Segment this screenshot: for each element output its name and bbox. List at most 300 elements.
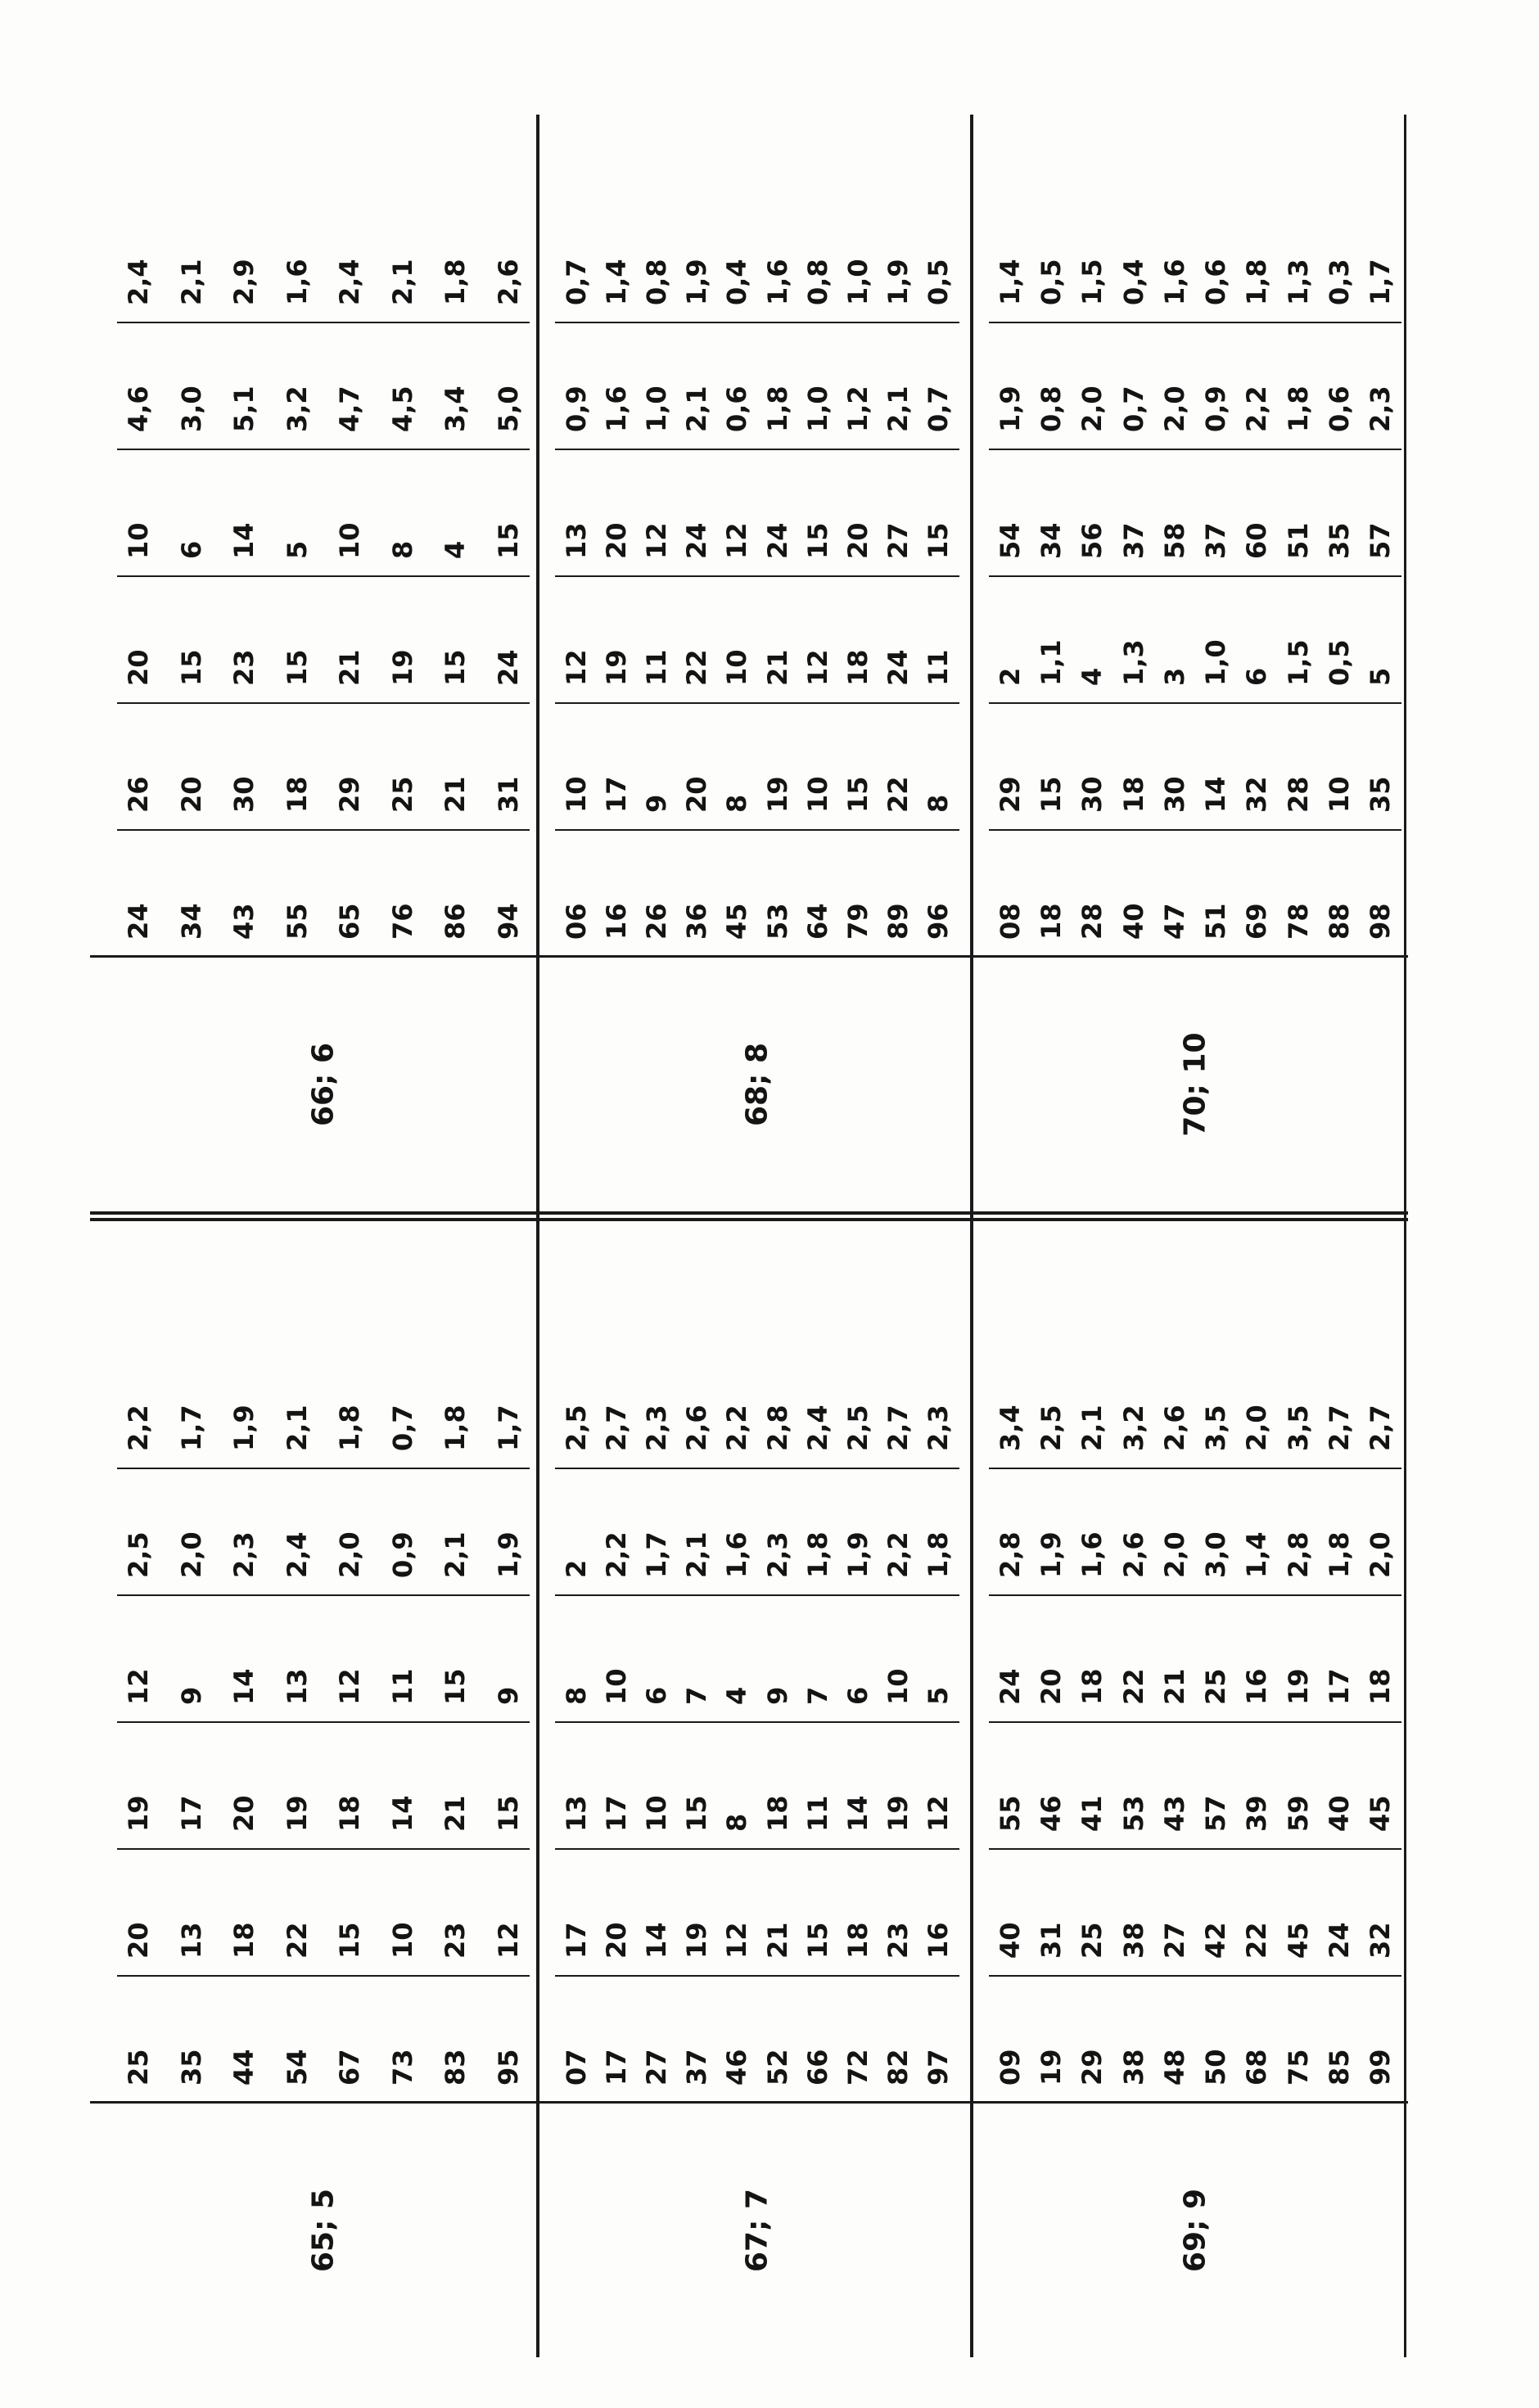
table-cell: 26 — [641, 903, 673, 940]
table-cell: 2,8 — [761, 1405, 793, 1451]
table-cell: 79 — [842, 903, 873, 940]
value-column — [123, 837, 524, 940]
table-cell: 20 — [123, 1922, 154, 1959]
column-rule — [117, 1848, 530, 1850]
table-cell: 19 — [681, 1922, 713, 1959]
column-rule — [117, 1594, 530, 1596]
table-cell: 9 — [761, 1686, 793, 1705]
group-label: 65; 5 — [306, 2188, 341, 2273]
column-rule — [989, 1721, 1401, 1723]
table-cell: 0,5 — [922, 259, 954, 305]
table-cell: 24 — [995, 1668, 1026, 1705]
table-cell: 0,6 — [1200, 259, 1232, 305]
table-cell: 1,5 — [1282, 639, 1314, 686]
column-rule — [555, 449, 959, 450]
table-cell: 21 — [440, 776, 472, 813]
table-cell: 99 — [1364, 2049, 1396, 2086]
table-cell: 2,5 — [123, 1531, 154, 1578]
table-cell: 3,2 — [281, 386, 313, 432]
table-cell: 1,3 — [1117, 639, 1149, 686]
table-cell: 2,5 — [1036, 1405, 1067, 1451]
table-cell: 27 — [882, 522, 914, 559]
column-rule — [555, 1594, 959, 1596]
table-cell: 34 — [1036, 522, 1067, 559]
table-cell: 12 — [641, 522, 673, 559]
table-cell: 5 — [1364, 667, 1396, 686]
value-column — [123, 584, 524, 686]
table-cell: 15 — [1036, 776, 1067, 813]
table-cell: 17 — [1323, 1668, 1355, 1705]
table-cell: 2,0 — [1364, 1531, 1396, 1578]
table-cell: 18 — [1117, 776, 1149, 813]
column-rule — [989, 829, 1401, 831]
table-cell: 12 — [123, 1668, 154, 1705]
table-cell: 38 — [1117, 2049, 1149, 2086]
table-cell: 3,5 — [1282, 1405, 1314, 1451]
table-cell: 2,0 — [1241, 1405, 1273, 1451]
column-rule — [555, 322, 959, 323]
table-cell: 51 — [1282, 522, 1314, 559]
value-column — [995, 710, 1396, 813]
value-column — [561, 710, 954, 813]
table-cell: 22 — [1117, 1668, 1149, 1705]
table-cell: 0,8 — [641, 259, 673, 305]
value-column — [561, 1345, 954, 1451]
table-cell: 0,9 — [386, 1531, 418, 1578]
table-cell: 35 — [1323, 522, 1355, 559]
table-cell: 1,8 — [440, 1405, 472, 1451]
table-cell: 4,6 — [123, 386, 154, 432]
table-cell: 0,7 — [1117, 386, 1149, 432]
column-rule — [989, 1975, 1401, 1977]
table-cell: 45 — [721, 903, 753, 940]
table-cell: 38 — [1117, 1922, 1149, 1959]
table-cell: 85 — [1323, 2049, 1355, 2086]
table-cell: 34 — [175, 903, 207, 940]
table-cell: 82 — [882, 2049, 914, 2086]
table-cell: 28 — [1076, 903, 1108, 940]
table-cell: 2,1 — [386, 259, 418, 305]
table-cell: 12 — [334, 1668, 366, 1705]
column-rule — [989, 575, 1401, 577]
table-cell: 42 — [1200, 1922, 1232, 1959]
table-cell: 47 — [1158, 903, 1190, 940]
value-column — [123, 457, 524, 559]
column-rule — [117, 1468, 530, 1469]
table-cell: 29 — [995, 776, 1026, 813]
table-cell: 4 — [440, 540, 472, 559]
table-cell: 37 — [1117, 522, 1149, 559]
table-cell: 1,7 — [175, 1405, 207, 1451]
column-rule — [117, 449, 530, 450]
table-cell: 17 — [561, 1922, 592, 1959]
table-cell: 64 — [801, 903, 833, 940]
data-table — [90, 115, 1416, 2357]
table-cell: 24 — [761, 522, 793, 559]
table-cell: 55 — [281, 903, 313, 940]
table-cell: 3,2 — [1117, 1405, 1149, 1451]
table-cell: 16 — [601, 903, 633, 940]
table-cell: 1,9 — [228, 1405, 260, 1451]
table-cell: 1,4 — [601, 259, 633, 305]
table-cell: 26 — [123, 776, 154, 813]
table-cell: 2,6 — [492, 259, 524, 305]
table-cell: 46 — [721, 2049, 753, 2086]
table-cell: 11 — [641, 649, 673, 686]
table-cell: 45 — [1282, 1922, 1314, 1959]
table-cell: 2 — [561, 1559, 592, 1578]
table-cell: 1,8 — [1241, 259, 1273, 305]
table-cell: 2,3 — [641, 1405, 673, 1451]
table-cell: 1,4 — [995, 259, 1026, 305]
table-cell: 7 — [801, 1686, 833, 1705]
value-column — [995, 1729, 1396, 1832]
table-cell: 29 — [334, 776, 366, 813]
table-cell: 1,8 — [761, 386, 793, 432]
table-cell: 14 — [228, 1668, 260, 1705]
table-cell: 2,5 — [842, 1405, 873, 1451]
table-cell: 18 — [334, 1795, 366, 1832]
table-cell: 15 — [440, 1668, 472, 1705]
table-cell: 2,8 — [1282, 1531, 1314, 1578]
column-rule — [555, 1848, 959, 1850]
table-cell: 53 — [1117, 1795, 1149, 1832]
table-cell: 2,3 — [761, 1531, 793, 1578]
table-cell: 3,4 — [995, 1405, 1026, 1451]
table-cell: 20 — [1036, 1668, 1067, 1705]
table-cell: 1,6 — [281, 259, 313, 305]
value-column — [123, 710, 524, 813]
table-cell: 1,6 — [1158, 259, 1190, 305]
table-cell: 3,0 — [175, 386, 207, 432]
table-cell: 20 — [842, 522, 873, 559]
column-rule — [117, 575, 530, 577]
table-cell: 2,1 — [175, 259, 207, 305]
table-cell: 22 — [281, 1922, 313, 1959]
table-cell: 18 — [1364, 1668, 1396, 1705]
half-divider — [90, 1218, 1408, 1221]
table-cell: 45 — [1364, 1795, 1396, 1832]
table-cell: 21 — [761, 649, 793, 686]
table-cell: 20 — [601, 522, 633, 559]
table-cell: 20 — [175, 776, 207, 813]
table-cell: 18 — [228, 1922, 260, 1959]
table-cell: 1,8 — [1282, 386, 1314, 432]
table-cell: 0,4 — [1117, 259, 1149, 305]
table-cell: 2,6 — [681, 1405, 713, 1451]
table-cell: 10 — [386, 1922, 418, 1959]
table-cell: 40 — [1117, 903, 1149, 940]
table-cell: 56 — [1076, 522, 1108, 559]
table-cell: 21 — [761, 1922, 793, 1959]
table-cell: 2,4 — [281, 1531, 313, 1578]
table-cell: 10 — [561, 776, 592, 813]
value-column — [995, 584, 1396, 686]
table-cell: 07 — [561, 2049, 592, 2086]
table-cell: 14 — [1200, 776, 1232, 813]
table-cell: 24 — [681, 522, 713, 559]
table-cell: 3,5 — [1200, 1405, 1232, 1451]
table-cell: 20 — [228, 1795, 260, 1832]
column-rule — [117, 1975, 530, 1977]
table-cell: 1,6 — [1076, 1531, 1108, 1578]
table-cell: 2,0 — [1158, 386, 1190, 432]
table-cell: 21 — [440, 1795, 472, 1832]
value-column — [123, 1856, 524, 1959]
group-divider — [970, 115, 973, 2357]
value-column — [561, 330, 954, 432]
table-cell: 3 — [1158, 667, 1190, 686]
table-cell: 1,5 — [1076, 259, 1108, 305]
table-cell: 27 — [641, 2049, 673, 2086]
column-rule — [555, 1975, 959, 1977]
table-cell: 3,0 — [1200, 1531, 1232, 1578]
group-label: 70; 10 — [1178, 1032, 1212, 1137]
table-cell: 2,7 — [882, 1405, 914, 1451]
table-cell: 40 — [1323, 1795, 1355, 1832]
table-cell: 83 — [440, 2049, 472, 2086]
table-cell: 1,9 — [681, 259, 713, 305]
table-cell: 32 — [1241, 776, 1273, 813]
table-cell: 2,5 — [561, 1405, 592, 1451]
table-cell: 1,9 — [882, 259, 914, 305]
value-column — [995, 837, 1396, 940]
table-cell: 3,4 — [440, 386, 472, 432]
table-cell: 68 — [1241, 2049, 1273, 2086]
value-column — [995, 199, 1396, 305]
column-rule — [117, 702, 530, 704]
table-cell: 19 — [761, 776, 793, 813]
table-cell: 10 — [123, 522, 154, 559]
table-cell: 32 — [1364, 1922, 1396, 1959]
table-cell: 52 — [761, 2049, 793, 2086]
table-cell: 2,8 — [995, 1531, 1026, 1578]
column-rule — [555, 1721, 959, 1723]
table-cell: 5,1 — [228, 386, 260, 432]
table-cell: 6 — [175, 540, 207, 559]
table-cell: 2,7 — [1364, 1405, 1396, 1451]
value-column — [561, 1856, 954, 1959]
table-cell: 0,6 — [1323, 386, 1355, 432]
table-cell: 16 — [1241, 1668, 1273, 1705]
table-cell: 1,7 — [492, 1405, 524, 1451]
table-cell: 2,2 — [1241, 386, 1273, 432]
value-column — [561, 584, 954, 686]
table-cell: 2,9 — [228, 259, 260, 305]
column-rule — [117, 322, 530, 323]
table-cell: 1,8 — [334, 1405, 366, 1451]
table-cell: 12 — [922, 1795, 954, 1832]
table-cell: 14 — [641, 1922, 673, 1959]
table-cell: 1,8 — [922, 1531, 954, 1578]
table-cell: 14 — [228, 522, 260, 559]
table-cell: 2,7 — [1323, 1405, 1355, 1451]
table-cell: 28 — [1282, 776, 1314, 813]
table-cell: 46 — [1036, 1795, 1067, 1832]
table-cell: 12 — [721, 1922, 753, 1959]
table-cell: 78 — [1282, 903, 1314, 940]
table-cell: 09 — [995, 2049, 1026, 2086]
table-cell: 19 — [1036, 2049, 1067, 2086]
table-cell: 0,7 — [386, 1405, 418, 1451]
table-cell: 2 — [995, 667, 1026, 686]
table-cell: 30 — [228, 776, 260, 813]
table-cell: 15 — [801, 522, 833, 559]
table-cell: 23 — [440, 1922, 472, 1959]
table-cell: 25 — [1200, 1668, 1232, 1705]
value-column — [561, 1729, 954, 1832]
table-cell: 15 — [842, 776, 873, 813]
value-column — [995, 1345, 1396, 1451]
table-cell: 0,5 — [1036, 259, 1067, 305]
table-cell: 5 — [922, 1686, 954, 1705]
table-cell: 9 — [641, 794, 673, 813]
table-cell: 2,3 — [922, 1405, 954, 1451]
table-cell: 94 — [492, 903, 524, 940]
table-cell: 54 — [995, 522, 1026, 559]
table-cell: 54 — [281, 2049, 313, 2086]
table-cell: 89 — [882, 903, 914, 940]
table-cell: 1,9 — [492, 1531, 524, 1578]
table-cell: 8 — [922, 794, 954, 813]
table-cell: 24 — [882, 649, 914, 686]
table-cell: 10 — [601, 1668, 633, 1705]
table-cell: 15 — [281, 649, 313, 686]
table-cell: 0,3 — [1323, 259, 1355, 305]
table-cell: 23 — [882, 1922, 914, 1959]
table-cell: 10 — [1323, 776, 1355, 813]
table-cell: 30 — [1076, 776, 1108, 813]
table-cell: 44 — [228, 2049, 260, 2086]
table-cell: 72 — [842, 2049, 873, 2086]
value-column — [123, 1345, 524, 1451]
table-cell: 10 — [801, 776, 833, 813]
group-divider — [536, 115, 539, 2357]
table-cell: 15 — [492, 1795, 524, 1832]
table-cell: 1,8 — [440, 259, 472, 305]
value-column — [561, 1476, 954, 1578]
table-cell: 0,8 — [801, 259, 833, 305]
table-cell: 65 — [334, 903, 366, 940]
table-cell: 88 — [1323, 903, 1355, 940]
table-cell: 7 — [681, 1686, 713, 1705]
table-cell: 2,2 — [721, 1405, 753, 1451]
table-cell: 15 — [440, 649, 472, 686]
table-cell: 96 — [922, 903, 954, 940]
table-cell: 95 — [492, 2049, 524, 2086]
table-cell: 15 — [334, 1922, 366, 1959]
table-cell: 19 — [386, 649, 418, 686]
value-column — [561, 1603, 954, 1705]
value-column — [995, 330, 1396, 432]
table-cell: 57 — [1200, 1795, 1232, 1832]
column-rule — [117, 1721, 530, 1723]
table-cell: 1,7 — [641, 1531, 673, 1578]
table-cell: 19 — [601, 649, 633, 686]
table-cell: 4 — [721, 1686, 753, 1705]
table-cell: 1,4 — [1241, 1531, 1273, 1578]
table-cell: 17 — [601, 776, 633, 813]
table-cell: 17 — [601, 2049, 633, 2086]
table-cell: 0,7 — [922, 386, 954, 432]
table-cell: 8 — [721, 1813, 753, 1832]
half-divider — [90, 1211, 1408, 1215]
table-cell: 10 — [641, 1795, 673, 1832]
table-cell: 35 — [175, 2049, 207, 2086]
table-cell: 4,7 — [334, 386, 366, 432]
table-cell: 22 — [882, 776, 914, 813]
table-cell: 15 — [175, 649, 207, 686]
table-cell: 24 — [123, 903, 154, 940]
table-cell: 0,4 — [721, 259, 753, 305]
value-column — [995, 1856, 1396, 1959]
table-cell: 19 — [1282, 1668, 1314, 1705]
table-cell: 48 — [1158, 2049, 1190, 2086]
table-cell: 30 — [1158, 776, 1190, 813]
table-cell: 1,6 — [601, 386, 633, 432]
table-cell: 2,1 — [681, 1531, 713, 1578]
column-rule — [989, 1468, 1401, 1469]
table-cell: 2,6 — [1117, 1531, 1149, 1578]
value-column — [561, 1983, 954, 2086]
label-column-rule — [90, 2101, 1408, 2104]
table-cell: 18 — [761, 1795, 793, 1832]
table-cell: 13 — [561, 1795, 592, 1832]
table-cell: 6 — [842, 1686, 873, 1705]
table-cell: 66 — [801, 2049, 833, 2086]
table-cell: 15 — [801, 1922, 833, 1959]
table-cell: 2,6 — [1158, 1405, 1190, 1451]
value-column — [561, 457, 954, 559]
table-cell: 19 — [281, 1795, 313, 1832]
table-cell: 14 — [842, 1795, 873, 1832]
table-cell: 1,6 — [721, 1531, 753, 1578]
table-cell: 8 — [386, 540, 418, 559]
table-cell: 75 — [1282, 2049, 1314, 2086]
column-rule — [989, 702, 1401, 704]
table-cell: 1,1 — [1036, 639, 1067, 686]
table-cell: 15 — [922, 522, 954, 559]
table-cell: 24 — [1323, 1922, 1355, 1959]
table-cell: 22 — [1241, 1922, 1273, 1959]
table-cell: 0,5 — [1323, 639, 1355, 686]
table-cell: 51 — [1200, 903, 1232, 940]
table-cell: 0,6 — [721, 386, 753, 432]
table-cell: 0,8 — [1036, 386, 1067, 432]
table-cell: 2,4 — [123, 259, 154, 305]
table-cell: 06 — [561, 903, 592, 940]
value-column — [123, 1983, 524, 2086]
table-cell: 18 — [842, 649, 873, 686]
table-cell: 2,1 — [882, 386, 914, 432]
table-cell: 2,3 — [228, 1531, 260, 1578]
table-cell: 1,9 — [1036, 1531, 1067, 1578]
table-cell: 50 — [1200, 2049, 1232, 2086]
column-rule — [989, 1848, 1401, 1850]
table-cell: 2,7 — [601, 1405, 633, 1451]
table-cell: 1,8 — [1323, 1531, 1355, 1578]
table-cell: 24 — [492, 649, 524, 686]
value-column — [561, 837, 954, 940]
table-cell: 17 — [601, 1795, 633, 1832]
value-column — [561, 199, 954, 305]
table-cell: 1,9 — [995, 386, 1026, 432]
table-cell: 76 — [386, 903, 418, 940]
table-cell: 2,1 — [1076, 1405, 1108, 1451]
table-cell: 5,0 — [492, 386, 524, 432]
label-column-rule — [90, 955, 1408, 958]
table-cell: 2,0 — [175, 1531, 207, 1578]
